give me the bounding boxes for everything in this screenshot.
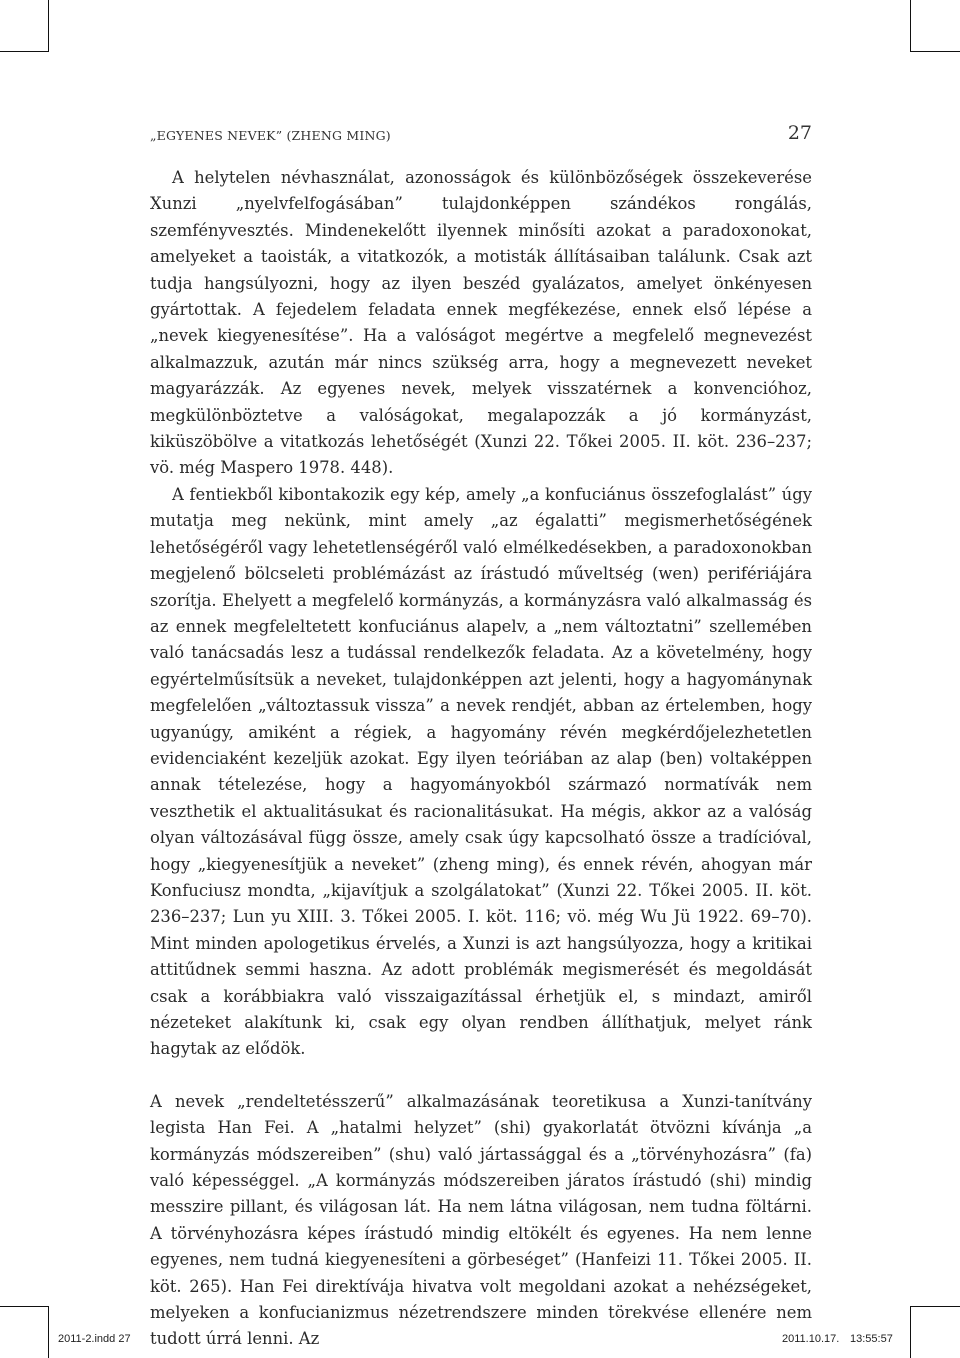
footer-file-label: 2011-2.indd 27	[58, 1333, 131, 1345]
running-title: „EGYENES NEVEK” (ZHENG MING)	[150, 128, 391, 143]
crop-mark	[910, 0, 911, 52]
footer-date: 2011.10.17.	[782, 1333, 840, 1345]
footer-time: 13:55:57	[850, 1333, 893, 1345]
page-number: 27	[787, 122, 812, 144]
crop-mark	[48, 0, 49, 52]
body-text	[150, 165, 812, 1353]
page-header	[150, 122, 812, 148]
crop-mark	[910, 1306, 911, 1358]
crop-mark	[0, 1306, 48, 1307]
crop-mark	[911, 1306, 960, 1307]
crop-mark	[911, 51, 960, 52]
paragraph: A fentiekből kibontakozik egy kép, amely „a konfuciánus összefoglalást” úgy mutatja meg nekünk, mint amely „az égalatti” megismerhetőségének lehetőségéről vagy lehetetlenségéről való elmélkedésekben, a paradoxonokban megjelenő bölcseleti problémázást az írástudó műveltség (wen) perifériájára szorítja. Ehelyett a megfelelő kormányzás, a kormányzásra való alkalmasság és az ennek megfeleltetett konfuciánus alapelv, a „nem változtatni” szellemében való tanácsadás lesz a tudással rendelkezők feladata. Az a követelmény, hogy egyértelműsítsük a neveket, tulajdonképpen azt jelenti, hogy a hagyománynak megfelelően „változtassuk vissza” a nevek rendjét, abban az értelemben, hogy ugyanúgy, amiként a régiek, a hagyomány révén megkérdőjelezhetetlen evidenciaként kezeljük azokat. Egy ilyen teóriában az alap (ben) voltaképpen annak tételezése, hogy a hagyományokból származó normatívák nem veszthetik el aktualitásukat és racionalitásukat. Ha mégis, akkor az a valóság olyan változásával függ össze, amely csak úgy kapcsolható össze a tradícióval, hogy „kiegyenesítjük a neveket” (zheng ming), és ennek révén, ahogyan már Konfuciusz mondta, „kijavítjuk a szolgálatokat” (Xunzi 22. Tőkei 2005. II. köt. 236–237; Lun yu XIII. 3. Tőkei 2005. I. köt. 116; vö. még Wu Jü 1922. 69–70). Mint minden apologetikus érvelés, a Xunzi is azt hangsúlyozza, hogy a kritikai attitűdnek semmi haszna. Az adott problémák megismerését és megoldását csak a korábbiakra való visszaigazítással érhetjük el, s mindazt, amiről nézeteket alakítunk ki, csak egy olyan rendben állíthatjuk, melyet ránk hagytak az elődök.	[150, 484, 812, 1059]
paragraph: A nevek „rendeltetésszerű” alkalmazásának teoretikusa a Xunzi-tanítvány legista Han Fei. A „hatalmi helyzet” (shi) gyakorlatát ötvözni kívánja „a kormányzás módszereiben” (shu) való jártassággal és a „törvényhozásra” (fa) való képességgel. „A kormányzás módszereiben járatos írástudó (shi) mindig messzire pillant, és világosan lát. Ha nem látna világosan, nem tudna föltárni. A törvényhozásra képes írástudó mindig eltökélt és egyenes. Ha nem lenne egyenes, nem tudná kiegyenesíteni a görbeséget” (Hanfeizi 11. Tőkei 2005. II. köt. 265). Han Fei direktívája hivatva volt megoldani azokat a nehézségeket, melyeken a konfucianizmus nézetrendszere minden törekvése ellenére nem tudott úrrá lenni. Az	[150, 1091, 812, 1349]
crop-mark	[0, 51, 48, 52]
crop-mark	[48, 1306, 49, 1358]
paragraph: A helytelen névhasználat, azonosságok és különbözőségek összekeverése Xunzi „nyelvfelfogásában” tulajdonképpen szándékos rongálás, szemfényvesztés. Mindenekelőtt ilyennek minősíti azokat a paradoxonokat, amelyeket a taoisták, a vitatkozók, a motisták állításaiban találunk. Csak azt tudja hangsúlyozni, hogy az ilyen beszéd gyalázatos, amelyet önkényesen gyártottak. A fejedelem feladata ennek megfékezése, ennek első lépése a „nevek kiegyenesítése”. Ha a valóságot megértve a megfelelő megnevezést alkalmazzuk, azután már nincs szükség arra, hogy a megnevezett neveket magyarázzák. Az egyenes nevek, melyek visszatérnek a konvencióhoz, megkülönböztetve a valóságokat, megalapozzák a jó kormányzást, kiküszöbölve a vitatkozás lehetőségét (Xunzi 22. Tőkei 2005. II. köt. 236–237; vö. még Maspero 1978. 448).	[150, 168, 812, 478]
